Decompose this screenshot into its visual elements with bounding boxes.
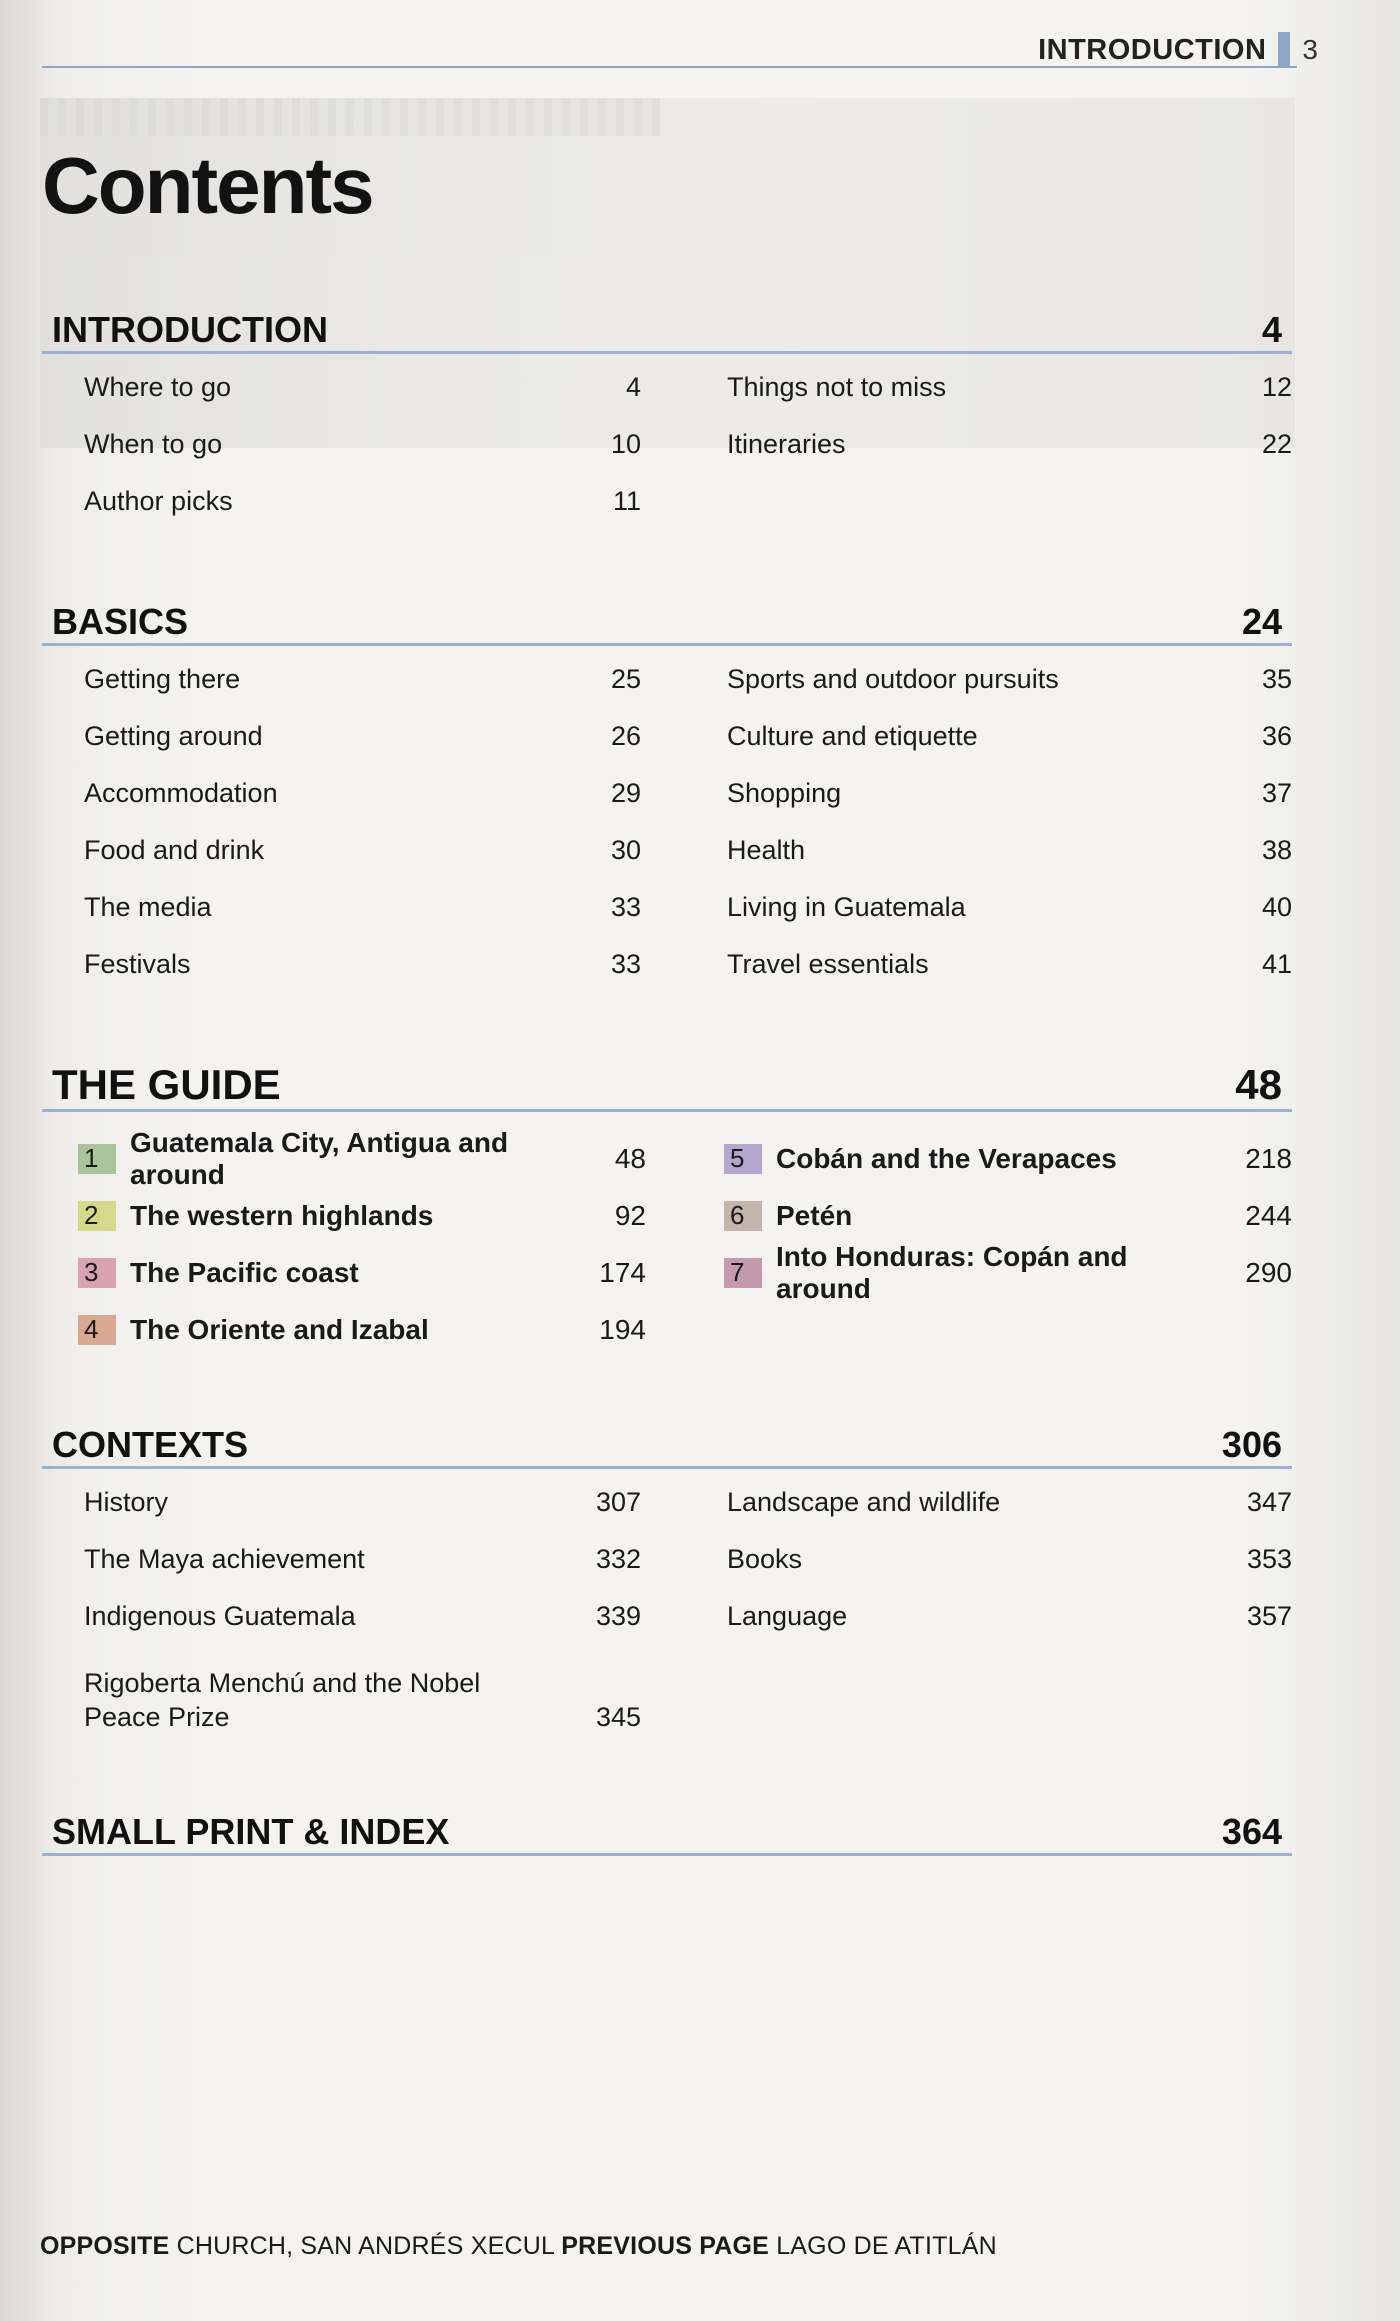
- toc-entry-page: 29: [610, 778, 641, 808]
- page-number: 3: [1302, 34, 1318, 65]
- section-title: BASICS: [52, 601, 189, 642]
- toc-entry-page: 4: [625, 372, 641, 402]
- toc-entry-name: The Maya achievement: [84, 1544, 365, 1574]
- toc-entry[interactable]: [727, 1599, 1292, 1656]
- guide-chapter[interactable]: [78, 1244, 646, 1301]
- toc-entry[interactable]: [84, 890, 649, 947]
- section-page: 364: [1221, 1811, 1282, 1852]
- chapter-number-badge: 4: [78, 1315, 116, 1345]
- toc-entry-name: Rigoberta Menchú and the Nobel Peace Prize: [84, 1668, 481, 1732]
- toc-entry-name: Itineraries: [727, 429, 846, 459]
- toc-entry-page: 10: [610, 429, 641, 459]
- toc-entry[interactable]: [727, 719, 1292, 776]
- section-title: CONTEXTS: [52, 1424, 249, 1465]
- running-head-bar: [1278, 32, 1290, 68]
- toc-entry[interactable]: [84, 484, 649, 541]
- chapter-page: 194: [599, 1313, 646, 1345]
- guide-chapter[interactable]: [78, 1126, 646, 1190]
- toc-entry-name: Sports and outdoor pursuits: [727, 664, 1059, 694]
- chapter-name: The western highlands: [130, 1199, 434, 1231]
- toc-entry-page: 35: [1261, 664, 1292, 694]
- toc-entry-name: Author picks: [84, 486, 233, 516]
- guide-chapter[interactable]: [724, 1130, 1292, 1187]
- toc-entry-page: 25: [610, 664, 641, 694]
- toc-entry-name: Where to go: [84, 372, 232, 402]
- chapter-number-badge: 2: [78, 1201, 116, 1231]
- toc-entry[interactable]: [727, 776, 1292, 833]
- toc-entry-page: 30: [610, 835, 641, 865]
- toc-entry-name: Books: [727, 1544, 803, 1574]
- section-heading: [42, 597, 1292, 646]
- chapter-page: 92: [614, 1199, 646, 1231]
- toc-entry-name: The media: [84, 892, 212, 922]
- toc-entry-name: Language: [727, 1601, 848, 1631]
- chapter-page: 244: [1245, 1199, 1292, 1231]
- toc-entry-page: 339: [595, 1601, 641, 1631]
- section-smallprint: [42, 1807, 1292, 1856]
- toc-entry[interactable]: [84, 1542, 649, 1599]
- toc-entry-page: 37: [1261, 778, 1292, 808]
- chapter-page: 218: [1245, 1142, 1292, 1174]
- toc-entry-name: Accommodation: [84, 778, 278, 808]
- toc-entry[interactable]: [727, 1542, 1292, 1599]
- toc-entry-name: Festivals: [84, 949, 191, 979]
- section-heading: [42, 1807, 1292, 1856]
- section-title: INTRODUCTION: [52, 309, 328, 350]
- toc-entry-name: Food and drink: [84, 835, 265, 865]
- toc-entry[interactable]: [84, 947, 649, 1004]
- caption-opposite-text: CHURCH, SAN ANDRÉS XECUL: [176, 2232, 555, 2260]
- toc-entry[interactable]: [727, 833, 1292, 890]
- chapter-name: Guatemala City, Antigua and around: [130, 1126, 509, 1190]
- toc-entry[interactable]: [727, 662, 1292, 719]
- chapter-page: 48: [614, 1142, 646, 1174]
- photo-caption: [40, 2232, 997, 2261]
- toc-entry-page: 12: [1261, 372, 1292, 402]
- guide-chapter[interactable]: [78, 1187, 646, 1244]
- chapter-name: The Pacific coast: [130, 1256, 359, 1288]
- chapter-number-badge: 6: [724, 1201, 762, 1231]
- section-contexts: [42, 1420, 1292, 1734]
- section-page: 48: [1235, 1061, 1282, 1108]
- chapter-name: The Oriente and Izabal: [130, 1313, 429, 1345]
- toc-entry-name: Culture and etiquette: [727, 721, 978, 751]
- section-heading: [42, 1420, 1292, 1469]
- toc-entry-page: 357: [1246, 1601, 1292, 1631]
- toc-entry[interactable]: [727, 947, 1292, 1004]
- toc-entry-page: 26: [610, 721, 641, 751]
- section-title: SMALL PRINT & INDEX: [52, 1811, 450, 1852]
- toc-entry-name: History: [84, 1487, 169, 1517]
- section-title: THE GUIDE: [52, 1061, 281, 1108]
- toc-entry-page: 11: [612, 486, 641, 516]
- toc-entry-name: Indigenous Guatemala: [84, 1601, 356, 1631]
- chapter-number-badge: 5: [724, 1144, 762, 1174]
- toc-entry-name: Getting around: [84, 721, 263, 751]
- page-title: Contents: [42, 141, 373, 230]
- section-heading: [42, 305, 1292, 354]
- chapter-page: 290: [1245, 1256, 1292, 1288]
- toc-entry-page: 332: [595, 1544, 641, 1574]
- toc-entry-page: 33: [610, 892, 641, 922]
- chapter-page: 174: [599, 1256, 646, 1288]
- toc-entry-page: 307: [595, 1487, 641, 1517]
- guide-chapter[interactable]: [78, 1301, 646, 1358]
- toc-entry-name: Health: [727, 835, 806, 865]
- toc-entry-name: Shopping: [727, 778, 842, 808]
- toc-entry-page: 33: [610, 949, 641, 979]
- chapter-number-badge: 1: [78, 1144, 116, 1174]
- running-head: [1038, 30, 1318, 70]
- toc-entry[interactable]: [84, 1656, 649, 1734]
- toc-entry[interactable]: [727, 427, 1292, 484]
- toc-entry[interactable]: [84, 662, 649, 719]
- toc-entry[interactable]: [84, 833, 649, 890]
- toc-entry-name: Travel essentials: [727, 949, 929, 979]
- toc-entry[interactable]: [84, 427, 649, 484]
- caption-previous-label: PREVIOUS PAGE: [561, 2232, 770, 2260]
- toc-entry-name: Things not to miss: [727, 372, 947, 402]
- toc-entry-page: 38: [1261, 835, 1292, 865]
- toc-entry[interactable]: [84, 776, 649, 833]
- toc-entry[interactable]: [727, 1485, 1292, 1542]
- section-guide: [42, 1063, 1292, 1358]
- top-rule: [42, 66, 1297, 68]
- toc-entry[interactable]: [727, 370, 1292, 427]
- toc-entry[interactable]: [84, 370, 649, 427]
- toc-entry-name: When to go: [84, 429, 223, 459]
- running-head-label: INTRODUCTION: [1038, 33, 1267, 66]
- guide-chapter[interactable]: [724, 1240, 1292, 1304]
- toc-entry-page: 36: [1261, 721, 1292, 751]
- toc-entry-page: 353: [1246, 1544, 1292, 1574]
- section-heading: [42, 1063, 1292, 1112]
- section-basics: [42, 597, 1292, 1004]
- toc-entry[interactable]: [84, 1485, 649, 1542]
- chapter-number-badge: 3: [78, 1258, 116, 1288]
- toc-entry-name: Living in Guatemala: [727, 892, 966, 922]
- toc-entry-page: 22: [1261, 429, 1292, 459]
- toc-entry-page: 345: [595, 1702, 641, 1732]
- chapter-name: Petén: [776, 1199, 853, 1231]
- toc-entry-name: Landscape and wildlife: [727, 1487, 1001, 1517]
- toc-entry-page: 40: [1261, 892, 1292, 922]
- toc-entry[interactable]: [84, 719, 649, 776]
- toc-entry-page: 347: [1246, 1487, 1292, 1517]
- chapter-name: Cobán and the Verapaces: [776, 1142, 1117, 1174]
- caption-previous-text: LAGO DE ATITLÁN: [776, 2232, 997, 2260]
- photo-pattern-strip: [40, 98, 660, 136]
- section-page: 4: [1261, 309, 1282, 350]
- section-introduction: [42, 305, 1292, 541]
- chapter-number-badge: 7: [724, 1258, 762, 1288]
- guide-chapter[interactable]: [724, 1187, 1292, 1244]
- toc-entry[interactable]: [727, 890, 1292, 947]
- toc-entry[interactable]: [84, 1599, 649, 1656]
- caption-opposite-label: OPPOSITE: [40, 2232, 170, 2260]
- chapter-name: Into Honduras: Copán and around: [776, 1240, 1128, 1304]
- section-page: 24: [1241, 601, 1282, 642]
- section-page: 306: [1221, 1424, 1282, 1465]
- toc-entry-page: 41: [1261, 949, 1292, 979]
- toc-entry-name: Getting there: [84, 664, 241, 694]
